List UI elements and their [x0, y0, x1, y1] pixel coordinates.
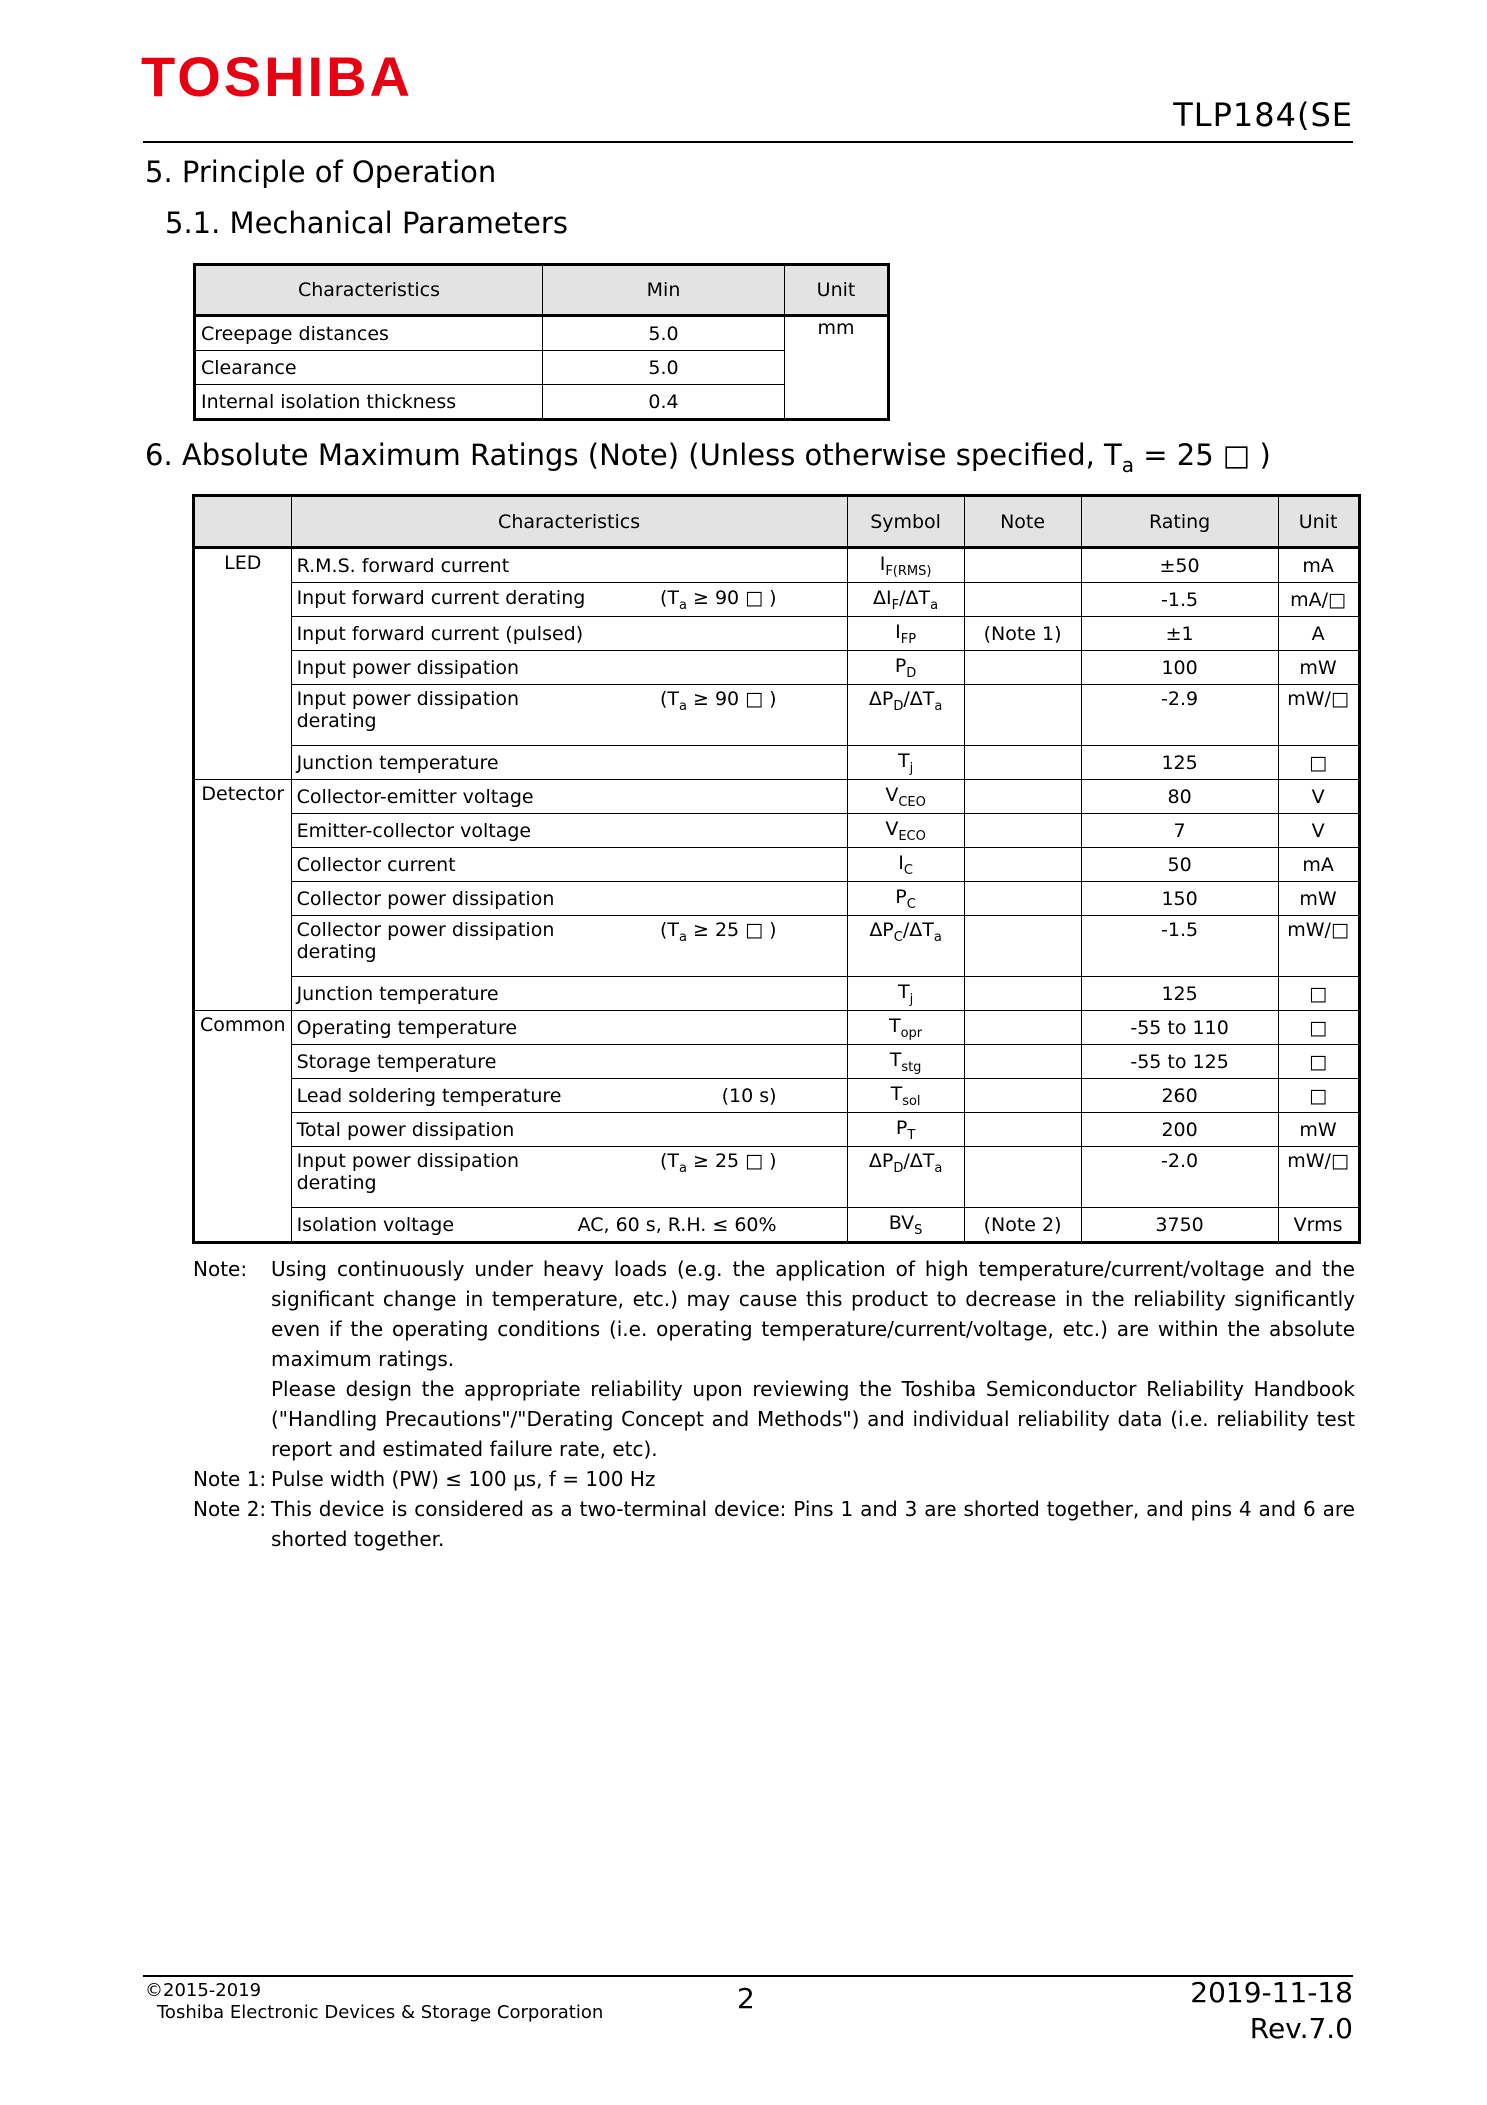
symbol-sub: ECO: [898, 828, 926, 844]
characteristic-name: Storage temperature: [296, 1050, 497, 1073]
note-paragraph-1: Using continuously under heavy loads (e.g. the application of high temperature/current/voltage and the significant change in temperature, etc.) may cause this product to decrease in the reliability significantly even if the operating conditions (i.e. operating temperature/current/voltage, etc.) are within the absolute maximum ratings.: [271, 1257, 1355, 1371]
group-detector: Detector: [194, 780, 292, 1011]
condition-tail: ≥ 25 □ ): [686, 1150, 777, 1172]
characteristic-name: Input forward current (pulsed): [296, 622, 584, 645]
unit-value: mA: [1278, 848, 1359, 882]
table-row: [194, 685, 1360, 746]
characteristic-cell: [291, 1208, 847, 1243]
note-cell: (Note 1): [964, 617, 1081, 651]
section-5-1-title: 5.1. Mechanical Parameters: [165, 206, 568, 240]
note-cell: [964, 746, 1081, 780]
note-cell: (Note 2): [964, 1208, 1081, 1243]
unit-value: mW: [1278, 882, 1359, 916]
symbol-text: P: [895, 885, 907, 908]
col-group: [194, 496, 292, 548]
characteristic-cell: [291, 1011, 847, 1045]
table-row: [194, 882, 1360, 916]
characteristic-cell: [291, 1045, 847, 1079]
symbol-text: T: [897, 749, 910, 772]
characteristic-cell: [291, 848, 847, 882]
col-min: Min: [543, 265, 785, 316]
condition-sub: a: [678, 698, 687, 714]
rating-value: 260: [1081, 1079, 1278, 1113]
footer-rule: [143, 1975, 1353, 1977]
symbol-sub: D: [906, 665, 917, 681]
characteristic-name: Collector power dissipation: [296, 887, 555, 910]
part-number: TLP184(SE: [1173, 96, 1353, 134]
characteristic-cell: [291, 617, 847, 651]
symbol-text: ΔP: [868, 1150, 894, 1172]
symbol-text: T: [888, 1014, 901, 1037]
note-1-text: Pulse width (PW) ≤ 100 μs, f = 100 Hz: [271, 1467, 656, 1491]
characteristic-cell: [291, 916, 847, 977]
table-row: [194, 1011, 1360, 1045]
unit-value: □: [1278, 746, 1359, 780]
rating-value: 125: [1081, 977, 1278, 1011]
absolute-maximum-ratings-table: [192, 494, 1361, 1244]
table-row: [194, 916, 1360, 977]
condition: [722, 1085, 842, 1107]
note-cell: [964, 651, 1081, 685]
characteristic-name: R.M.S. forward current: [296, 554, 510, 577]
rating-value: 150: [1081, 882, 1278, 916]
condition: [660, 587, 842, 613]
characteristic-name: Operating temperature: [296, 1016, 518, 1039]
table-row: [194, 780, 1360, 814]
rating-value: -55 to 125: [1081, 1045, 1278, 1079]
unit-value: □: [1278, 1045, 1359, 1079]
corporation-name: Toshiba Electronic Devices & Storage Corporation: [157, 2002, 604, 2023]
condition-sub: a: [678, 929, 687, 945]
condition-text: (T: [659, 586, 679, 609]
rating-value: -1.5: [1081, 916, 1278, 977]
table-row: [194, 1045, 1360, 1079]
table-row: [194, 651, 1360, 685]
note-cell: [964, 583, 1081, 617]
note-cell: [964, 977, 1081, 1011]
symbol-text: I: [895, 620, 901, 643]
symbol-text: ΔI: [873, 586, 892, 609]
rating-value: 3750: [1081, 1208, 1278, 1243]
param-unit: mm: [785, 316, 889, 420]
note-cell: [964, 814, 1081, 848]
note-1-label: Note 1:: [193, 1467, 267, 1491]
symbol-cell: [847, 814, 964, 848]
issue-date: 2019-11-18: [1190, 1976, 1353, 2009]
group-common: Common: [194, 1011, 292, 1243]
note-cell: [964, 1045, 1081, 1079]
characteristic-name: Collector power dissipation derating: [296, 919, 555, 963]
symbol-text: P: [894, 654, 907, 677]
table-row: [194, 1147, 1360, 1208]
symbol-text: ΔP: [868, 688, 894, 710]
mechanical-parameters-table: [193, 263, 890, 421]
characteristic-cell: [291, 814, 847, 848]
section-6-title: [145, 438, 1271, 477]
characteristic-name: Input power dissipation derating: [296, 688, 520, 732]
rating-value: 200: [1081, 1113, 1278, 1147]
note-cell: [964, 685, 1081, 746]
section-6-title-end: = 25 □ ): [1134, 438, 1271, 472]
unit-value: Vrms: [1278, 1208, 1359, 1243]
table-row: [194, 1079, 1360, 1113]
condition-tail: ≥ 25 □ ): [686, 919, 777, 941]
revision: Rev.7.0: [1249, 2012, 1353, 2045]
param-min: 5.0: [543, 351, 785, 385]
characteristic-name: Input forward current derating: [296, 586, 586, 609]
symbol-cell: [847, 882, 964, 916]
page-number: 2: [737, 1982, 755, 2015]
characteristic-name: Isolation voltage: [296, 1213, 455, 1236]
toshiba-logo: TOSHIBA: [141, 45, 413, 108]
rating-value: 50: [1081, 848, 1278, 882]
table-row: [195, 316, 889, 351]
symbol-cell: [847, 746, 964, 780]
section-6-title-main: 6. Absolute Maximum Ratings (Note) (Unless otherwise specified, T: [145, 438, 1122, 472]
symbol-text: I: [898, 851, 904, 874]
symbol-cell: [847, 780, 964, 814]
symbol-cell: [847, 1079, 964, 1113]
characteristic-name: Emitter-collector voltage: [296, 819, 532, 842]
characteristic-cell: [291, 583, 847, 617]
characteristic-name: Input power dissipation: [296, 656, 520, 679]
header-rule: [143, 141, 1353, 143]
rating-value: 125: [1081, 746, 1278, 780]
symbol-sub: C: [893, 929, 903, 945]
unit-value: mW/□: [1278, 916, 1359, 977]
symbol-cell: [847, 1011, 964, 1045]
symbol-tail: /ΔT: [899, 586, 931, 609]
param-name: Creepage distances: [195, 316, 543, 351]
note-cell: [964, 1113, 1081, 1147]
rating-value: 100: [1081, 651, 1278, 685]
characteristic-cell: [291, 1113, 847, 1147]
symbol-sub: opr: [900, 1025, 923, 1041]
characteristic-cell: [291, 1147, 847, 1208]
rating-value: ±1: [1081, 617, 1278, 651]
symbol-cell: [847, 1208, 964, 1243]
symbol-sub2: a: [933, 929, 942, 945]
symbol-cell: [847, 548, 964, 583]
unit-value: □: [1278, 1011, 1359, 1045]
footer-date-rev: [1190, 1975, 1353, 2047]
symbol-sub: D: [893, 1160, 904, 1176]
unit-value: mA/□: [1278, 583, 1359, 617]
symbol-text: V: [885, 783, 899, 806]
table-row: [194, 548, 1360, 583]
characteristic-cell: [291, 746, 847, 780]
col-characteristics: Characteristics: [195, 265, 543, 316]
note-paragraph-2: Please design the appropriate reliability upon reviewing the Toshiba Semiconductor Reliability Handbook ("Handling Precautions"/"Derating Concept and Methods") and individual reliability data (i.e. reliability test report and estimated failure rate, etc).: [271, 1377, 1355, 1461]
group-led: LED: [194, 548, 292, 780]
condition-sub: a: [678, 597, 687, 613]
characteristic-name: Collector-emitter voltage: [296, 785, 534, 808]
unit-value: mA: [1278, 548, 1359, 583]
col-rating: Rating: [1081, 496, 1278, 548]
symbol-cell: [847, 583, 964, 617]
symbol-tail: /ΔT: [903, 1150, 935, 1172]
symbol-text: V: [885, 817, 899, 840]
symbol-sub: F(RMS): [885, 563, 932, 579]
table-row: [194, 1113, 1360, 1147]
characteristic-cell: [291, 685, 847, 746]
table-row: [194, 746, 1360, 780]
unit-value: mW: [1278, 1113, 1359, 1147]
symbol-sub: CEO: [898, 794, 926, 810]
symbol-cell: [847, 916, 964, 977]
symbol-text: P: [895, 1116, 908, 1139]
unit-value: □: [1278, 977, 1359, 1011]
section-5-title: 5. Principle of Operation: [145, 155, 497, 189]
symbol-sub: F: [891, 597, 900, 613]
unit-value: A: [1278, 617, 1359, 651]
symbol-tail: /ΔT: [902, 919, 934, 941]
condition-text: (T: [659, 1150, 679, 1172]
symbol-cell: [847, 1045, 964, 1079]
note-2-text: This device is considered as a two-terminal device: Pins 1 and 3 are shorted together, and pins 4 and 6 are shorted together.: [271, 1497, 1355, 1551]
characteristic-name: Junction temperature: [296, 751, 499, 774]
symbol-sub2: a: [934, 698, 943, 714]
note-2-label: Note 2:: [193, 1497, 267, 1521]
rating-value: 7: [1081, 814, 1278, 848]
notes: [193, 1254, 1355, 1554]
note-cell: [964, 882, 1081, 916]
condition-sub: a: [678, 1160, 687, 1176]
characteristic-cell: [291, 548, 847, 583]
symbol-text: ΔP: [869, 919, 894, 941]
rating-value: -1.5: [1081, 583, 1278, 617]
param-min: 0.4: [543, 385, 785, 420]
symbol-sub: D: [893, 698, 904, 714]
condition: [660, 688, 842, 732]
characteristic-name: Total power dissipation: [296, 1118, 515, 1141]
condition-text: (10 s): [721, 1084, 777, 1107]
table-row: [194, 617, 1360, 651]
table-row: [194, 583, 1360, 617]
symbol-cell: [847, 685, 964, 746]
symbol-cell: [847, 848, 964, 882]
characteristic-cell: [291, 780, 847, 814]
table-row: [194, 977, 1360, 1011]
footer-copyright-block: [145, 1980, 603, 2024]
unit-value: mW/□: [1278, 685, 1359, 746]
symbol-sub: j: [909, 760, 914, 776]
col-note: Note: [964, 496, 1081, 548]
characteristic-name: Lead soldering temperature: [296, 1084, 562, 1107]
note-cell: [964, 1079, 1081, 1113]
note-cell: [964, 848, 1081, 882]
rating-value: -2.0: [1081, 1147, 1278, 1208]
section-6-title-sub: a: [1121, 452, 1135, 477]
table-row: [194, 1208, 1360, 1243]
rating-value: 80: [1081, 780, 1278, 814]
unit-value: V: [1278, 780, 1359, 814]
table-row: [194, 814, 1360, 848]
symbol-cell: [847, 977, 964, 1011]
characteristic-cell: [291, 977, 847, 1011]
col-symbol: Symbol: [847, 496, 964, 548]
note-cell: [964, 916, 1081, 977]
symbol-sub: C: [903, 862, 913, 878]
symbol-cell: [847, 1113, 964, 1147]
note-label: Note:: [193, 1257, 248, 1281]
symbol-text: BV: [888, 1211, 915, 1234]
symbol-sub: C: [906, 896, 916, 912]
characteristic-cell: [291, 1079, 847, 1113]
symbol-sub: S: [914, 1222, 923, 1238]
condition-tail: ≥ 90 □ ): [686, 586, 777, 609]
table-row: [194, 848, 1360, 882]
note-cell: [964, 780, 1081, 814]
condition-tail: ≥ 90 □ ): [686, 688, 777, 710]
note-cell: [964, 1011, 1081, 1045]
symbol-cell: [847, 1147, 964, 1208]
symbol-cell: [847, 617, 964, 651]
col-unit: Unit: [1278, 496, 1359, 548]
unit-value: V: [1278, 814, 1359, 848]
symbol-sub2: a: [934, 1160, 943, 1176]
note-cell: [964, 548, 1081, 583]
symbol-text: T: [897, 980, 910, 1003]
param-min: 5.0: [543, 316, 785, 351]
symbol-sub2: a: [930, 597, 939, 613]
param-name: Clearance: [195, 351, 543, 385]
symbol-text: I: [879, 552, 886, 575]
col-characteristics: Characteristics: [291, 496, 847, 548]
symbol-text: T: [889, 1048, 902, 1071]
characteristic-cell: [291, 651, 847, 685]
unit-value: mW/□: [1278, 1147, 1359, 1208]
symbol-sub: FP: [900, 631, 917, 647]
characteristic-cell: [291, 882, 847, 916]
rating-value: -55 to 110: [1081, 1011, 1278, 1045]
symbol-sub: j: [909, 991, 914, 1007]
condition-text: (T: [659, 919, 679, 941]
col-unit: Unit: [785, 265, 889, 316]
note-cell: [964, 1147, 1081, 1208]
rating-value: ±50: [1081, 548, 1278, 583]
condition: [578, 1214, 842, 1236]
param-name: Internal isolation thickness: [195, 385, 543, 420]
rating-value: -2.9: [1081, 685, 1278, 746]
characteristic-name: Input power dissipation derating: [296, 1150, 520, 1194]
unit-value: mW: [1278, 651, 1359, 685]
condition: [660, 1150, 842, 1194]
condition-text: AC, 60 s, R.H. ≤ 60%: [577, 1213, 777, 1236]
symbol-tail: /ΔT: [903, 688, 935, 710]
characteristic-name: Collector current: [296, 853, 456, 876]
condition-text: (T: [659, 688, 679, 710]
characteristic-name: Junction temperature: [296, 982, 499, 1005]
condition: [660, 919, 842, 963]
unit-value: □: [1278, 1079, 1359, 1113]
symbol-sub: stg: [901, 1059, 922, 1075]
symbol-sub: sol: [902, 1093, 921, 1109]
symbol-text: T: [890, 1082, 903, 1105]
table-row: [195, 351, 889, 385]
copyright: ©2015-2019: [145, 1980, 262, 2001]
symbol-cell: [847, 651, 964, 685]
table-row: [195, 385, 889, 420]
symbol-sub: T: [907, 1127, 916, 1143]
